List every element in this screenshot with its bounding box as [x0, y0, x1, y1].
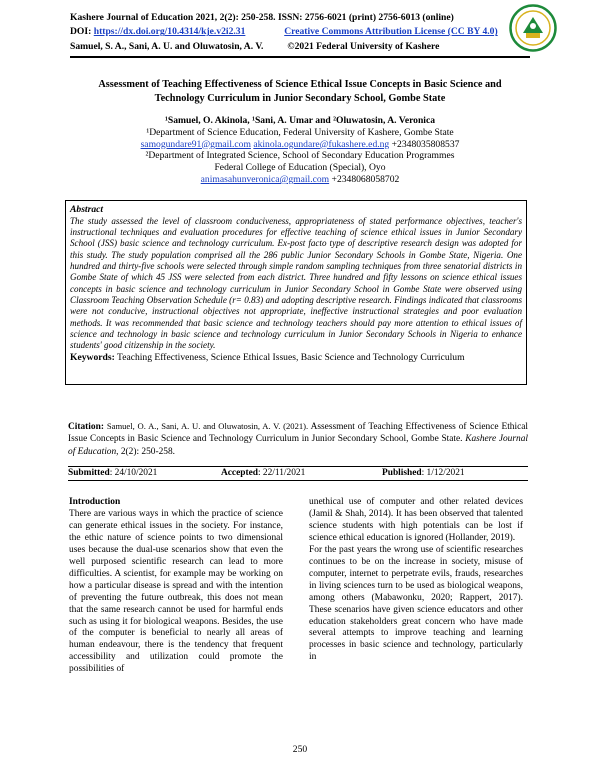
- abstract-body: The study assessed the level of classroom conduciveness, appropriateness of stated performance objectives, teacher's instructional techniques and evaluation procedures for effective teaching of science ethical issues in Junior Secondary School (JSS) basic science and technology curriculum. Ex-post facto type of descriptive research design was adopted for this study. The study population comprised all the 286 public Junior Secondary Schools in Gombe State, Nigeria. One hundred and thirty-five schools were selected through simple random sampling techniques from three senatorial districts in Gombe State of which 45 JSS were selected from each district. Three hundred and fifty lessons on science ethical issues concepts in basic science and technology curriculum in Junior Secondary School in Gombe State were observed using Classroom Teaching Observation Schedule (r= 0.83) and adopting descriptive research. Findings indicated that classrooms were not conducive, instructional objectives not appropriate, ineffective instructional strategies and poor evaluation methods. It was recommended that basic science and technology teachers should pay more attention to ethical issues of science and technology in basic science and technology curriculum in Junior Secondary Schools in Nigeria to enhance students' good citizenship in the society.: [70, 215, 522, 351]
- intro-right-column: [309, 497, 523, 664]
- intro-paragraph-1: There are various ways in which the practice of science can generate ethical issues in the society. For instance, the ethic nature of science points to two dimensional uses because the dual-use scenarios show that even the well purposed scientific research can lead to more difficulties. A scientist, for example may be working on how a particular disease is spread and with the intention of preventing the future outbreak, this does not mean that the same research cannot be used for harmful ends such as using it for biological weapons. Besides, the use of the computer is beneficial to nearly all areas of human endeavour, there is the tendency that frequent accessibility and utilization could promote the possibilities of: [69, 508, 283, 675]
- doi-link[interactable]: https://dx.doi.org/10.4314/kje.v2i2.31: [93, 26, 246, 38]
- intro-heading: Introduction: [69, 497, 121, 507]
- university-logo-icon: [509, 4, 557, 52]
- published-value: : 1/12/2021: [421, 468, 465, 478]
- journal-info-line: Kashere Journal of Education 2021, 2(2): 250-258. ISSN: 2756-6021 (print) 2756-6013 (online): [70, 12, 454, 23]
- dates-bottom-divider: [68, 480, 528, 481]
- accepted-date: [221, 467, 305, 479]
- paper-title: Assessment of Teaching Effectiveness of Science Ethical Issue Concepts in Basic Science and Technology Curriculum in Junior Secondary School, Gombe State: [98, 79, 502, 104]
- abstract-box: [65, 200, 527, 385]
- accepted-label: Accepted: [221, 468, 258, 478]
- author-names: ¹Samuel, O. Akinola, ¹Sani, A. Umar and ²Oluwatosin, A. Veronica: [164, 115, 436, 126]
- citation-block: [68, 420, 528, 458]
- submitted-label: Submitted: [68, 468, 110, 478]
- copyright-line: Samuel, S. A., Sani, A. U. and Oluwatosin, A. V. ©2021 Federal University of Kashere: [70, 40, 440, 52]
- keywords: [70, 352, 522, 364]
- header-divider: [70, 56, 530, 58]
- citation-authors: Samuel, O. A., Sani, A. U. and Oluwatosin, A. V. (2021).: [106, 421, 309, 431]
- phone-2: +2348068058702: [331, 173, 400, 185]
- affiliation-2: ²Department of Integrated Science, School of Secondary Education Programmes: [145, 150, 455, 162]
- abstract-heading: Abstract: [70, 204, 104, 215]
- published-date: [382, 467, 465, 479]
- keywords-label: Keywords:: [70, 351, 115, 363]
- citation-text: Assessment of Teaching Effectiveness of Science Ethical Issue Concepts in Basic Science and Technology Curriculum in Junior Secondary School, Gombe State.: [68, 422, 529, 445]
- submitted-date: [68, 467, 157, 479]
- license-link[interactable]: Creative Commons Attribution License (CC BY 4.0): [284, 26, 498, 38]
- published-label: Published: [382, 468, 422, 478]
- contact-2: [70, 174, 530, 186]
- page-number: 250: [292, 744, 308, 755]
- affiliation-1: ¹Department of Science Education, Federal University of Kashere, Gombe State: [146, 126, 454, 138]
- citation-label: Citation:: [68, 422, 104, 432]
- citation-journal: Kashere Journal of Education: [68, 434, 528, 457]
- author-block: [70, 115, 530, 186]
- submitted-value: : 24/10/2021: [109, 468, 158, 478]
- citation-tail: , 2(2): 250-258.: [116, 446, 176, 457]
- intro-paragraph-1-cont: unethical use of computer and other related devices (Jamil & Shah, 2014). It has been observed that talented science students with high potentials can be lost if science ethical education is ignored (Hollander, 2019).: [309, 497, 523, 543]
- affiliation-2-college: Federal College of Education (Special), Oyo: [214, 162, 386, 174]
- dates-top-divider: [68, 466, 528, 467]
- contact-1: [70, 139, 530, 151]
- doi-label: DOI:: [70, 26, 92, 38]
- email-link-2[interactable]: akinola.ogundare@fukashere.ed.ng: [253, 138, 390, 150]
- journal-header: [70, 11, 510, 54]
- email-link-3[interactable]: animasahunveronica@gmail.com: [200, 173, 330, 185]
- doi-line: [70, 25, 510, 39]
- email-link-1[interactable]: samogundare91@gmail.com: [140, 138, 251, 150]
- intro-paragraph-2: For the past years the wrong use of scientific researches continues to be on the increase in society, misuse of computer, internet to perpetrate evils, frauds, researches in living sciences turn to be used as biological weapons, among others (Mabawonku, 2020; Rappert, 2017). These scenarios have given science educators and other education stakeholders great concern who have made several attempts to improve teaching and learning processes in basic science and technology, particularly in: [309, 544, 523, 663]
- phone-1: +2348035808537: [391, 138, 460, 150]
- accepted-value: : 22/11/2021: [257, 468, 306, 478]
- keywords-text: Teaching Effectiveness, Science Ethical Issues, Basic Science and Technology Curriculum: [117, 351, 465, 363]
- intro-left-column: [69, 497, 283, 676]
